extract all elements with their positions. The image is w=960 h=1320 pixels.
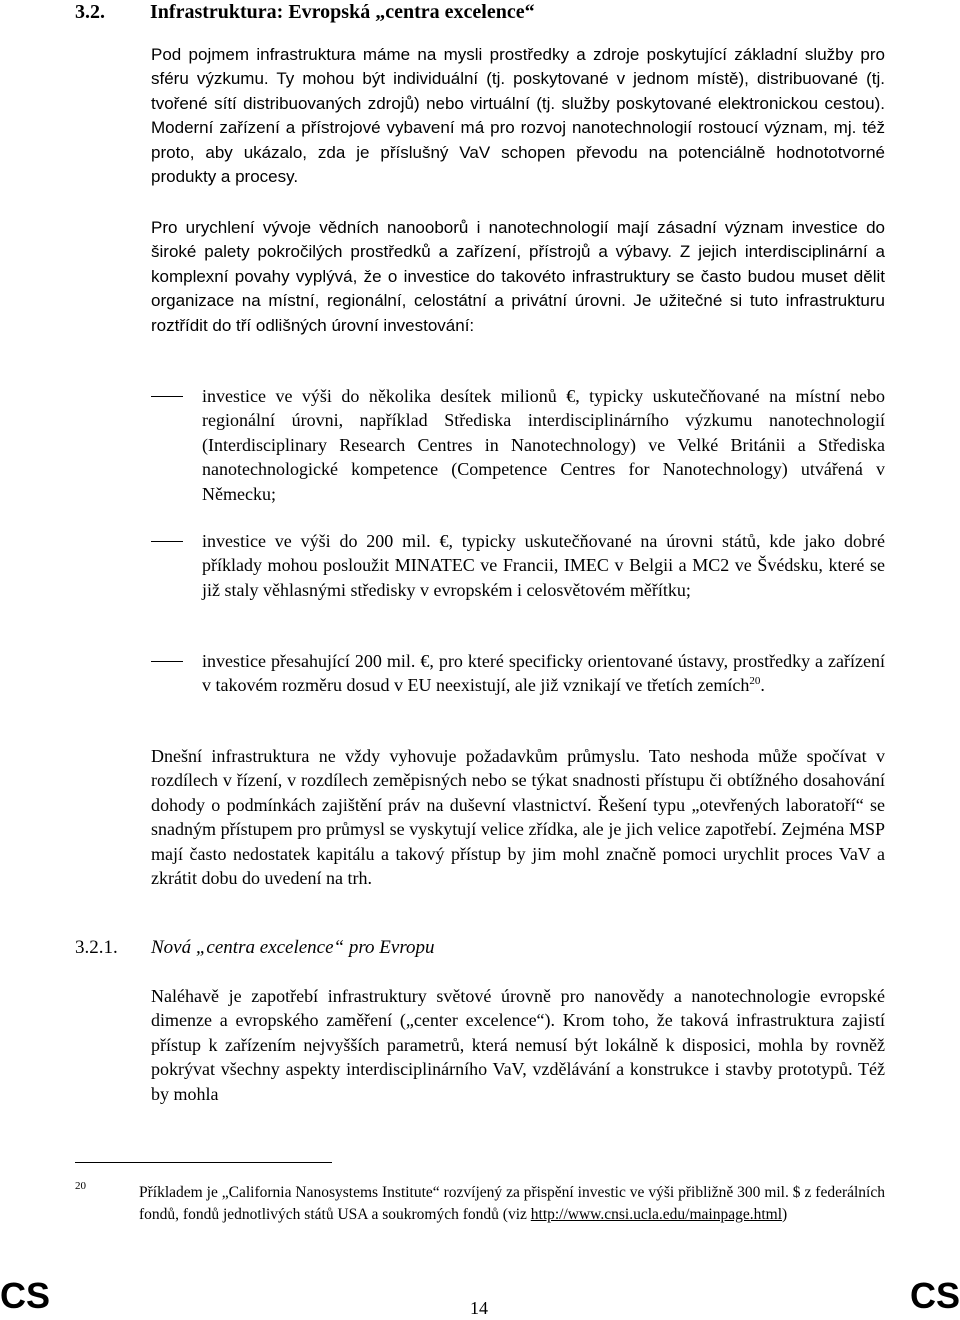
paragraph-text: Moderní zařízení a přístrojové vybavení má pro rozvoj nanotechnologií rostoucí význam, mj. též proto, aby ukázalo, zda je příslušný VaV schopen převodu na potenciálně hodnototvorné produkty a procesy. <box>151 118 885 187</box>
list-item-text: investice ve výši do 200 mil. €, typicky uskutečňované na úrovni států, kde jako dobré příklady mohou posloužit MINATEC ve Francii, IMEC v Belgii a MC2 ve Švédsku, které se již staly věhlasnými středisky v evropském i celosvětovém měřítku; <box>202 531 885 600</box>
footnote-body: Příkladem je „California Nanosystems Institute“ rozvíjený za přispění investic ve výši přibližně 300 mil. $ z federálních fondů, fondů jednotlivých států USA a soukromých fondů (viz <box>139 1184 885 1223</box>
paragraph-industry-needs: Dnešní infrastruktura ne vždy vyhovuje požadavkům průmyslu. Tato neshoda může spočívat v rozdílech v řízení, v rozdílech zeměpisných nebo se týkat snadnosti přístupu či obtížného dosahování dohody o podmínkách zajištění práv na duševní vlastnictví. Řešení typu „otevřených laboratoří“ se snadným přístupem pro průmysl se vyskytují velice zřídka, ale je jich velice zapotřebí. Zejména MSP mají často nedostatek kapitálu a takový přístup by jim mohl značně pomoci urychlit proces VaV a zkrátit dobu do uvedení na trh. <box>151 746 885 889</box>
dash-bullet-icon <box>151 541 183 542</box>
list-item-text-body: investice přesahující 200 mil. €, pro které specificky orientované ústavy, prostředky a zařízení v takovém rozměru dosud v EU neexistují, ale již vznikají ve třetích zemích <box>202 651 885 696</box>
subsection-heading <box>75 936 435 960</box>
language-code-right: CS <box>909 1275 960 1316</box>
footnote-divider <box>75 1162 332 1163</box>
section-title: Infrastruktura: Evropská „centra excelence“ <box>150 1 535 23</box>
section-number: 3.2. <box>75 1 105 23</box>
language-code-left: CS <box>0 1275 51 1316</box>
dash-bullet-icon <box>151 396 183 397</box>
footnote-close: ) <box>782 1206 788 1223</box>
paragraph-text: Pod pojmem infrastruktura máme na mysli prostředky a zdroje poskytující základní služby pro sféru výzkumu. Ty mohou být individuální (tj. poskytované v jednom místě), distribuované (tj. tvořené sítí distribuovaných zdrojů) nebo virtuální (tj. služby poskytované elektronickou cestou). <box>151 45 885 113</box>
footnote-text <box>139 1182 885 1226</box>
page-number: 14 <box>470 1298 488 1318</box>
subsection-title: Nová „centra excelence“ pro Evropu <box>151 937 435 958</box>
paragraph-infrastructure-definition <box>151 43 885 189</box>
list-item-text <box>202 649 885 698</box>
footnote-mark: 20 <box>75 1180 86 1192</box>
footnote-reference[interactable]: 20 <box>749 675 761 688</box>
section-heading <box>75 0 935 24</box>
list-item-text-tail: . <box>760 675 765 696</box>
paragraph-centres-of-excellence: Naléhavě je zapotřebí infrastruktury světové úrovně pro nanovědy a nanotechnologie evropské dimenze a evropského zaměření („center excelence“). Krom toho, že taková infrastruktura zajistí přístup k zařízením nejvyšších parametrů, která nemusí být lokálně k disposici, mohla by rovněž pokrývat všechny aspekty interdisciplinárního VaV, vzdělávání a konstrukce i stavby prototypů. Též by mohla <box>151 986 885 1104</box>
dash-bullet-icon <box>151 661 183 662</box>
subsection-number: 3.2.1. <box>75 937 118 958</box>
footnote-link[interactable]: http://www.cnsi.ucla.edu/mainpage.html <box>530 1206 783 1223</box>
list-item-text: investice ve výši do několika desítek milionů €, typicky uskutečňované na místní nebo regionální úrovni, například Střediska interdisciplinárního výzkumu nanotechnologií (Interdisciplinary Research Centres in Nanotechnology) ve Velké Británii a Střediska nanotechnologické kompetence (Competence Centres for Nanotechnology) utvářená v Německu; <box>202 386 885 504</box>
paragraph-investment-levels: Pro urychlení vývoje vědních nanooborů i nanotechnologií mají zásadní význam investice do široké palety pokročilých prostředků a zařízení, přístrojů a výbavy. Z jejich interdisciplinární a komplexní povahy vyplývá, že o investice do takovéto infrastruktury se často budou muset dělit organizace na místní, regionální, celostátní a privátní úrovni. Je užitečné si tuto infrastrukturu roztřídit do tří odlišných úrovní investování: <box>151 218 885 335</box>
